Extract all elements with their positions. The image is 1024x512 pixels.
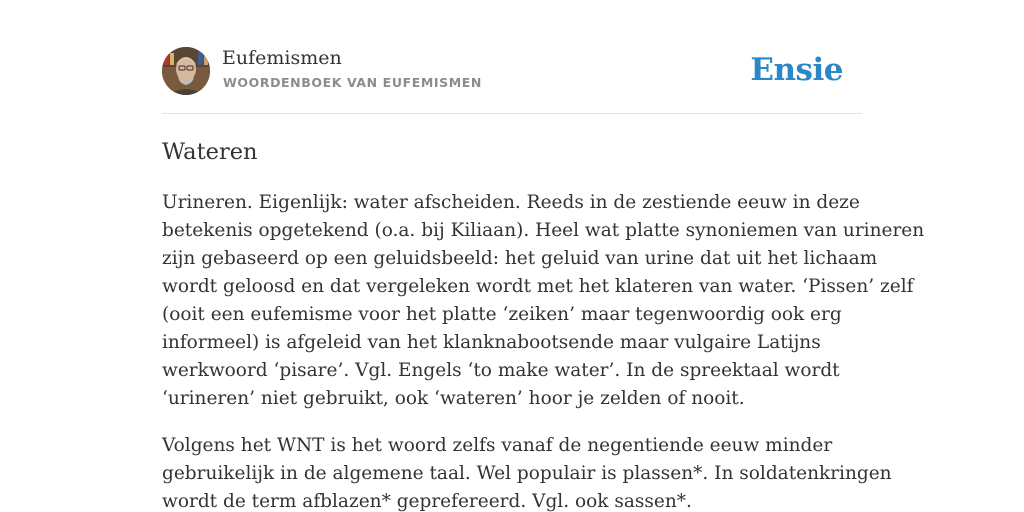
- author-name[interactable]: Eufemismen: [222, 47, 342, 69]
- paragraph-line: werkwoord ‘pisare’. Vgl. Engels ‘to make water’. In de spreektaal wordt: [162, 360, 840, 381]
- paragraph-line: informeel) is afgeleid van het klanknabootsende maar vulgaire Latijns: [162, 332, 821, 353]
- author-avatar[interactable]: [162, 47, 210, 95]
- entry-paragraph: [162, 432, 892, 512]
- entry-title: Wateren: [162, 139, 258, 165]
- paragraph-line: zijn gebaseerd op een geluidsbeeld: het geluid van urine dat uit het lichaam: [162, 248, 878, 269]
- paragraph-line: gebruikelijk in de algemene taal. Wel populair is plassen*. In soldatenkringen: [162, 463, 892, 484]
- paragraph-line: betekenis opgetekend (o.a. bij Kiliaan). Heel wat platte synoniemen van urineren: [162, 220, 925, 241]
- entry-paragraph: [162, 189, 925, 413]
- ensie-logo[interactable]: Ensie: [750, 52, 843, 88]
- paragraph-line: wordt de term afblazen* geprefereerd. Vgl. ook sassen*.: [162, 491, 692, 512]
- paragraph-line: wordt geloosd en dat vergeleken wordt met het klateren van water. ‘Pissen’ zelf: [162, 276, 914, 297]
- entry-body: [162, 189, 925, 512]
- paragraph-line: ‘urineren’ niet gebruikt, ook ‘wateren’ hoor je zelden of nooit.: [162, 388, 745, 409]
- entry-header: [162, 46, 862, 96]
- paragraph-line: Urineren. Eigenlijk: water afscheiden. Reeds in de zestiende eeuw in deze: [162, 192, 860, 213]
- author-subtitle[interactable]: WOORDENBOEK VAN EUFEMISMEN: [223, 75, 482, 90]
- paragraph-line: Volgens het WNT is het woord zelfs vanaf de negentiende eeuw minder: [162, 435, 833, 456]
- paragraph-line: (ooit een eufemisme voor het platte ‘zeiken’ maar tegenwoordig ook erg: [162, 304, 842, 325]
- header-divider: [162, 113, 862, 114]
